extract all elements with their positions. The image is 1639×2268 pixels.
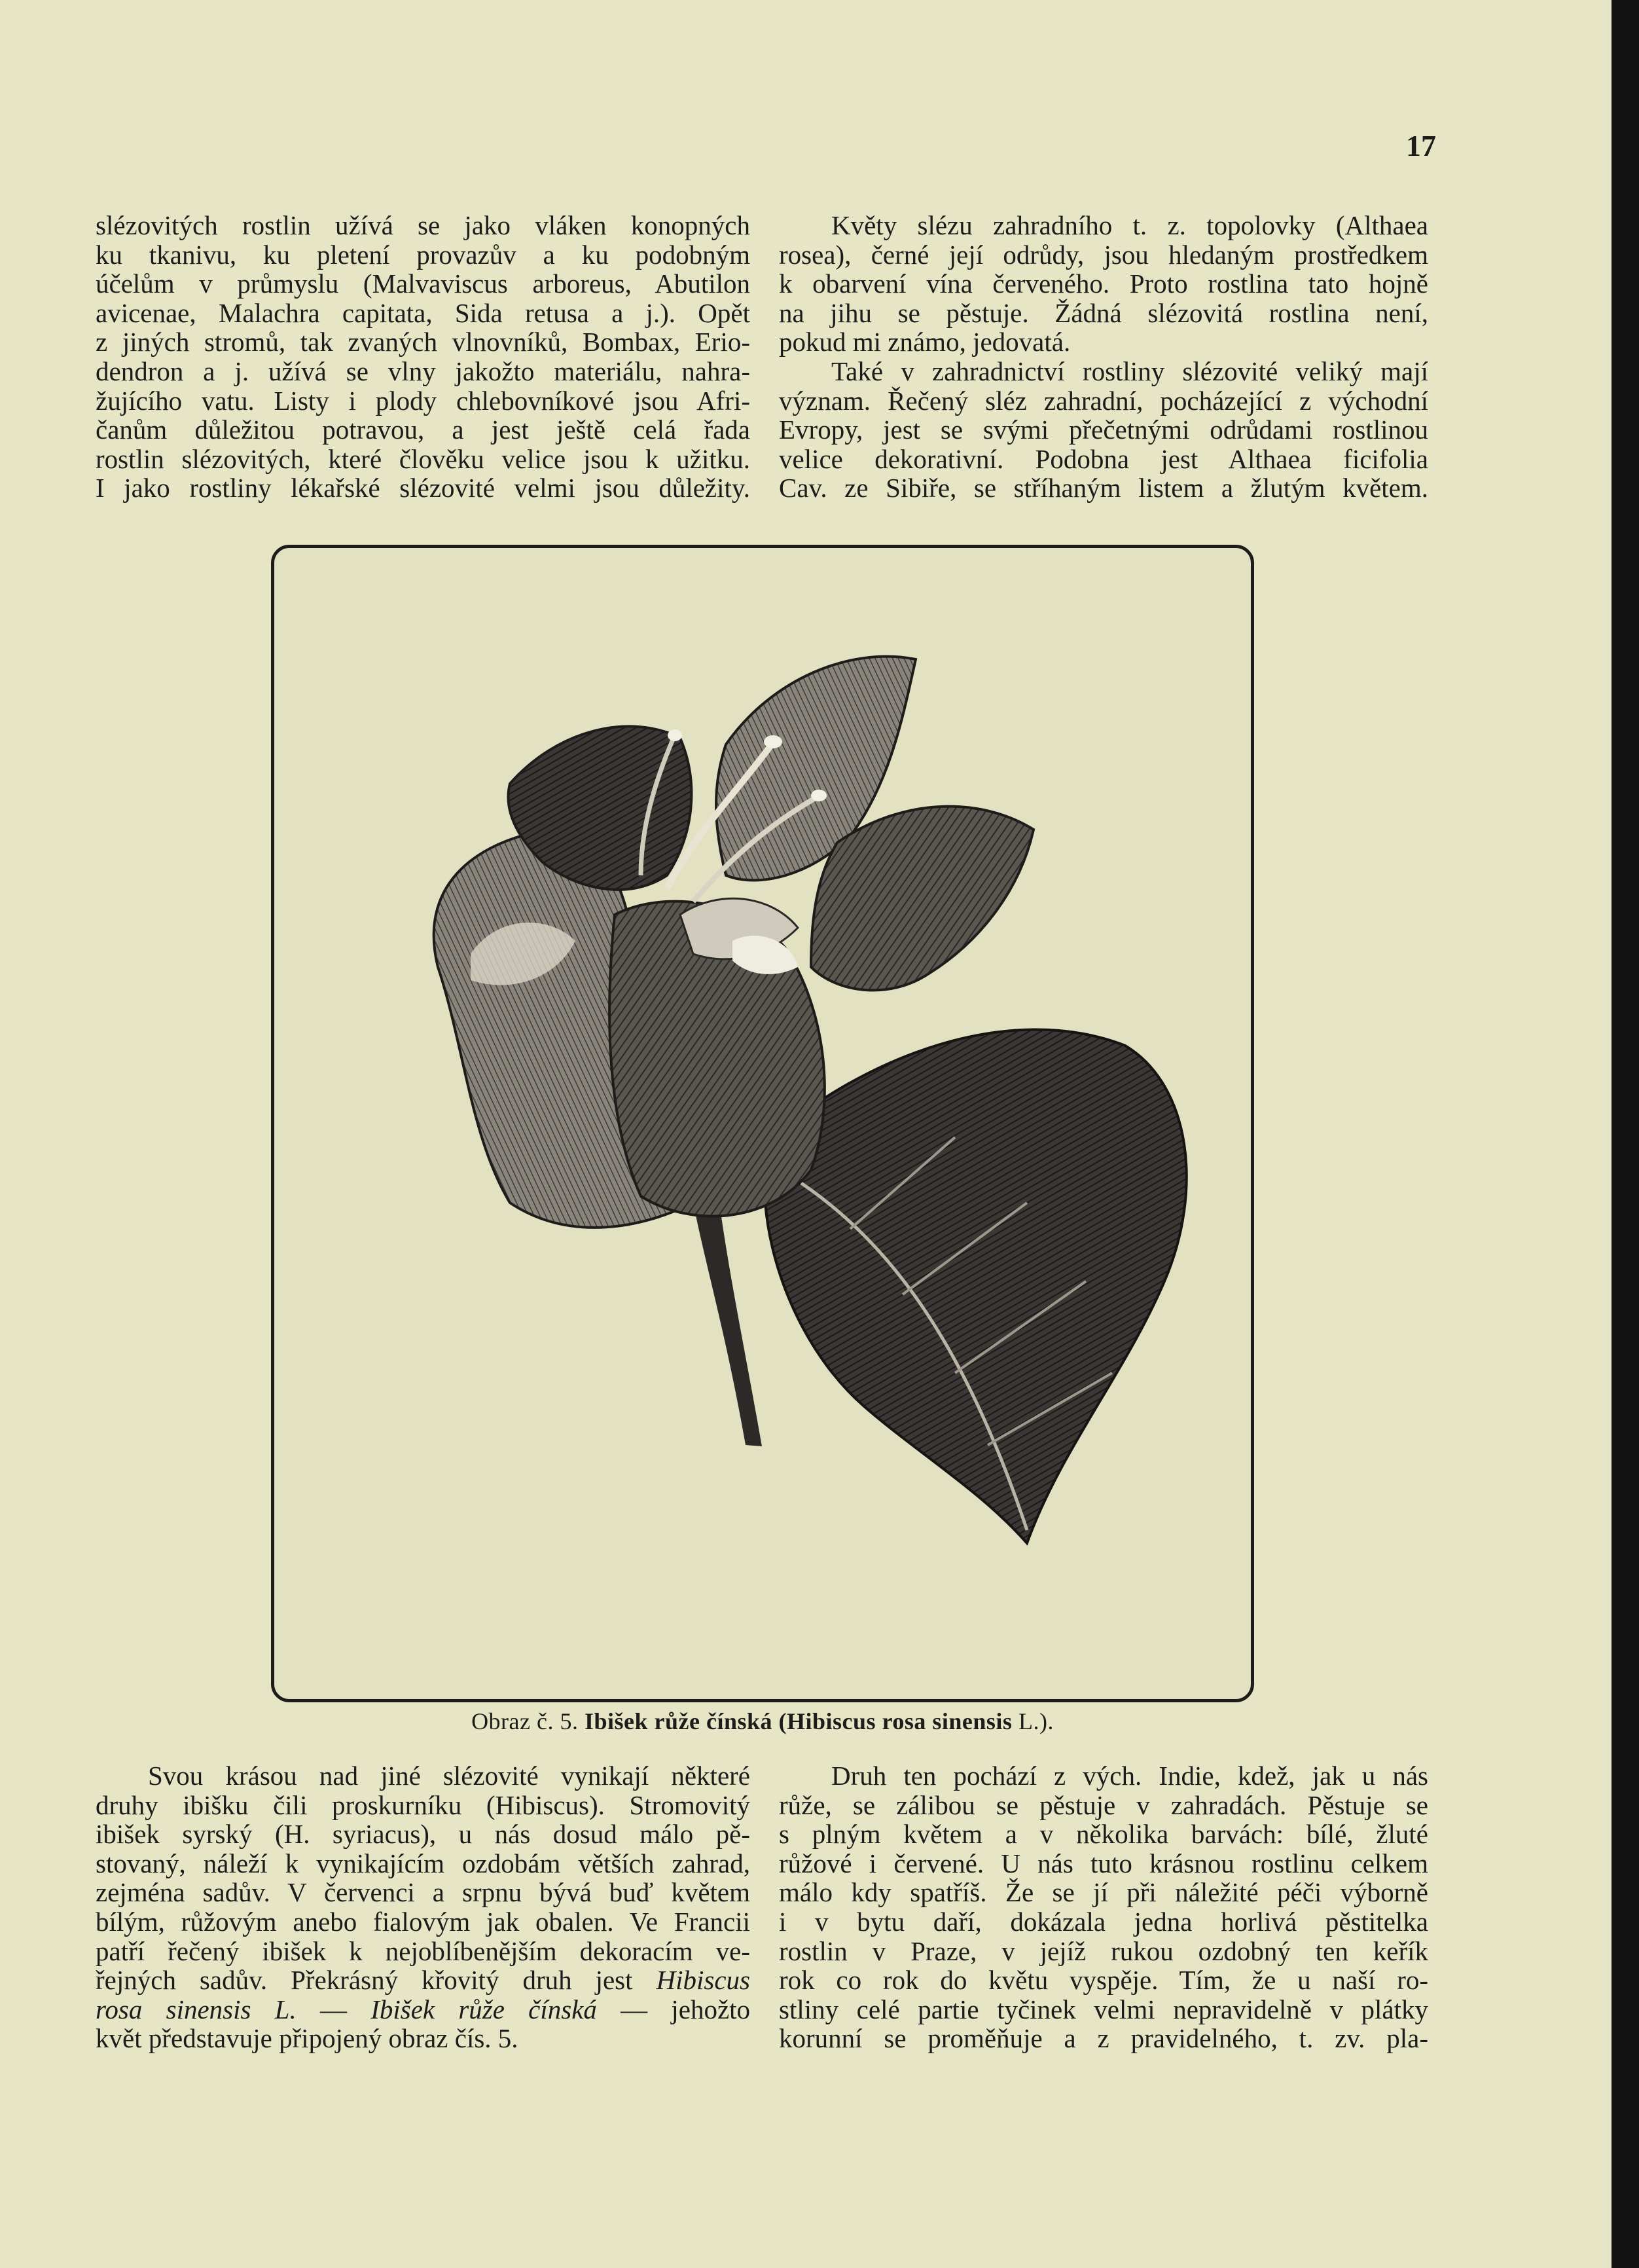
italic-species: rosa sinensis L. xyxy=(96,1994,297,2024)
page-edge-shadow xyxy=(1612,0,1639,2268)
text-line: ibišek syrský (H. syriacus), u nás dosud málo pě- xyxy=(96,1819,750,1850)
text-line: rosea), černé její odrůdy, jsou hledaným prostředkem xyxy=(779,239,1428,270)
caption-prefix: Obraz č. 5. xyxy=(471,1708,579,1734)
caption-suffix: L.). xyxy=(1018,1708,1054,1734)
text-line: bílým, růžovým anebo fialovým jak obalen. Ve Francii xyxy=(96,1906,750,1937)
column-top-right xyxy=(779,211,1428,503)
text-line: ku tkanivu, ku pletení provazův a ku podobným xyxy=(96,239,750,270)
text-line: druhy ibišku čili proskurníku (Hibiscus). Stromovitý xyxy=(96,1789,750,1820)
text-line: avicenae, Malachra capitata, Sida retusa a j.). Opět xyxy=(96,297,750,328)
italic-common-name: Ibišek růže čínská xyxy=(370,1994,597,2024)
hibiscus-illustration xyxy=(274,548,1251,1699)
text-segment: řejných sadův. Překrásný křovitý druh jest xyxy=(96,1965,633,1996)
text-line: stliny celé partie tyčinek velmi nepravidelně v plátky xyxy=(779,1994,1428,2024)
text-line: Cav. ze Sibiře, se stříhaným listem a žlutým květem. xyxy=(779,473,1428,503)
figure-caption xyxy=(271,1708,1254,1735)
figure-hibiscus xyxy=(271,545,1254,1702)
text-line: čanům důležitou potravou, a jest ještě celá řada xyxy=(96,414,750,445)
text-line: Svou krásou nad jiné slézovité vynikají některé xyxy=(148,1761,750,1791)
text-segment: — jehožto xyxy=(621,1994,751,2024)
text-line: korunní se proměňuje a z pravidelného, t. zv. pla- xyxy=(779,2023,1428,2054)
text-line: růže, se zálibou se pěstuje v zahradách. Pěstuje se xyxy=(779,1789,1428,1820)
text-line: stovaný, náleží k vynikajícím ozdobám větších zahrad, xyxy=(96,1848,750,1878)
text-line xyxy=(96,1966,750,1995)
em-dash: — xyxy=(319,1994,347,2024)
text-line: I jako rostliny lékařské slézovité velmi jsou důležity. xyxy=(96,473,750,503)
text-line: pokud mi známo, jedovatá. xyxy=(779,327,1071,357)
text-line: květ představuje připojený obraz čís. 5. xyxy=(96,2023,518,2054)
text-line: s plným květem a v několika barvách: bílé, žluté xyxy=(779,1819,1428,1850)
text-line: růžové i červené. U nás tuto krásnou rostlinu celkem xyxy=(779,1848,1428,1878)
italic-species: Hibiscus xyxy=(656,1965,751,1996)
text-line: žujícího vatu. Listy i plody chlebovníkové jsou Afri- xyxy=(96,385,750,416)
column-top-left xyxy=(96,211,750,503)
column-bottom-right xyxy=(779,1761,1428,2053)
text-line: rostlin slézovitých, které člověku velice jsou k užitku. xyxy=(96,443,750,474)
text-line: patří řečený ibišek k nejoblíbenějším dekoracím ve- xyxy=(96,1935,750,1966)
text-line: Druh ten pochází z vých. Indie, kdež, jak u nás xyxy=(831,1761,1428,1791)
text-line: Evropy, jest se svými přečetnými odrůdami rostlinou xyxy=(779,414,1428,445)
text-line: dendron a j. užívá se vlny jakožto materiálu, nahra- xyxy=(96,356,750,386)
text-line: význam. Řečený sléz zahradní, pocházející z východní xyxy=(779,385,1428,416)
text-line: slézovitých rostlin užívá se jako vláken konopných xyxy=(96,210,750,240)
stem-shape xyxy=(693,1203,762,1446)
column-bottom-left xyxy=(96,1761,750,2053)
text-line: rostlin v Praze, v jejíž rukou ozdobný ten keřík xyxy=(779,1935,1428,1966)
text-line: Květy slézu zahradního t. z. topolovky (Althaea xyxy=(831,210,1428,240)
text-line: z jiných stromů, tak zvaných vlnovníků, Bombax, Erio- xyxy=(96,327,750,357)
caption-title: Ibišek růže čínská (Hibiscus rosa sinensis xyxy=(584,1708,1013,1734)
text-line: málo kdy spatříš. Že se jí při náležité péči výborně xyxy=(779,1877,1428,1908)
text-line: na jihu se pěstuje. Žádná slézovitá rostlina není, xyxy=(779,297,1428,328)
lower-leaf xyxy=(765,1029,1187,1543)
text-line: velice dekorativní. Podobna jest Althaea ficifolia xyxy=(779,443,1428,474)
page-number: 17 xyxy=(1406,129,1436,162)
text-line: Také v zahradnictví rostliny slézovité veliký mají xyxy=(831,356,1428,386)
text-line: k obarvení vína červeného. Proto rostlina tato hojně xyxy=(779,268,1428,299)
text-line: zejména sadův. V červenci a srpnu bývá buď květem xyxy=(96,1877,750,1908)
text-line: rok co rok do květu vyspěje. Tím, že u naší ro- xyxy=(779,1965,1428,1996)
text-line: i v bytu daří, dokázala jedna horlivá pěstitelka xyxy=(779,1906,1428,1937)
text-line: účelům v průmyslu (Malvaviscus arboreus, Abutilon xyxy=(96,268,750,299)
text-line xyxy=(96,1995,750,2024)
